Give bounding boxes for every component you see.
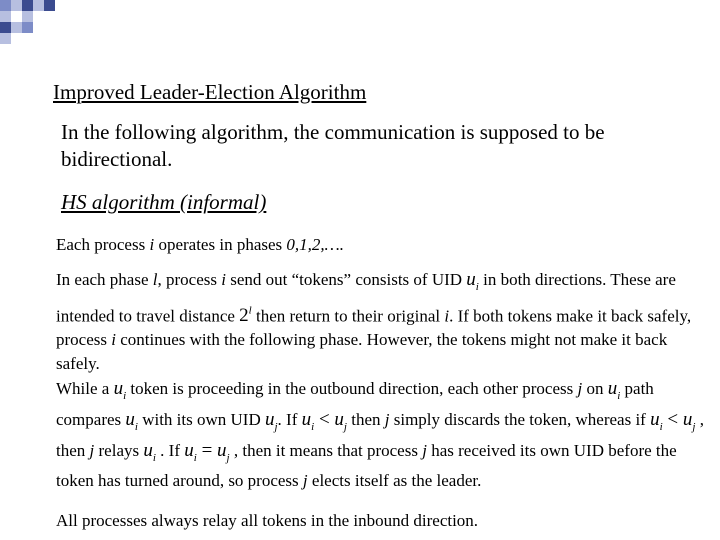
math-u-i: $u_i$ [607, 378, 621, 402]
deco-square [0, 0, 11, 11]
math-ui-lt-uj: $u_i < u_j$ [301, 408, 347, 433]
math-u-i: $u_i$ [143, 439, 156, 464]
intro-text: In the following algorithm, the communication is supposed to be bidirectional. [61, 120, 605, 171]
math-u-i: $u_i$ [125, 408, 138, 433]
paragraph-outbound: While a $u_i$ token is proceeding in the outbound direction, each other process j on $u_i$ path compares $u_i$ with its own UID $u_j$. If $u_i < u_j$ then j simply discards the token, whereas if $u_i < u_j$ , then j relays $u_i$ . If $u_i = u_j$ , then it means that process j has received its own UID before the token has turned around, so process j elects itself as the leader. [56, 378, 704, 491]
paragraph-phase-tokens: In each phase l, process i send out “tokens” consists of UID $u_i$ in both directions. These are intended to travel distance 2$^l$ then return to their original i. If both tokens make it back safely, process i continues with the following phase. However, the tokens might not make it back safely. [56, 269, 692, 374]
deco-square [0, 11, 11, 22]
subheading: HS algorithm (informal) [61, 190, 267, 214]
math-ui-eq-uj: $u_i = u_j$ [184, 439, 230, 464]
deco-square [11, 22, 22, 33]
slide-title: Improved Leader-Election Algorithm [53, 80, 367, 104]
deco-square [22, 11, 33, 22]
deco-square [22, 0, 33, 11]
paragraph-phases: Each process i operates in phases 0,1,2,…. [56, 235, 345, 254]
math-ui-lt-uj: $u_i < u_j$ [650, 408, 696, 433]
deco-square [11, 11, 22, 22]
deco-square [44, 0, 55, 11]
math-u-i: $u_i$ [113, 378, 127, 402]
math-2-pow-l: 2$^l$ [239, 304, 252, 327]
deco-square [0, 33, 11, 44]
deco-square [0, 22, 11, 33]
paragraph-inbound: All processes always relay all tokens in the inbound direction. [56, 511, 479, 530]
deco-square [33, 0, 44, 11]
math-u-i: $u_i$ [466, 269, 479, 293]
deco-square [11, 0, 22, 11]
deco-square [22, 22, 33, 33]
math-u-j: $u_j$ [264, 408, 278, 433]
